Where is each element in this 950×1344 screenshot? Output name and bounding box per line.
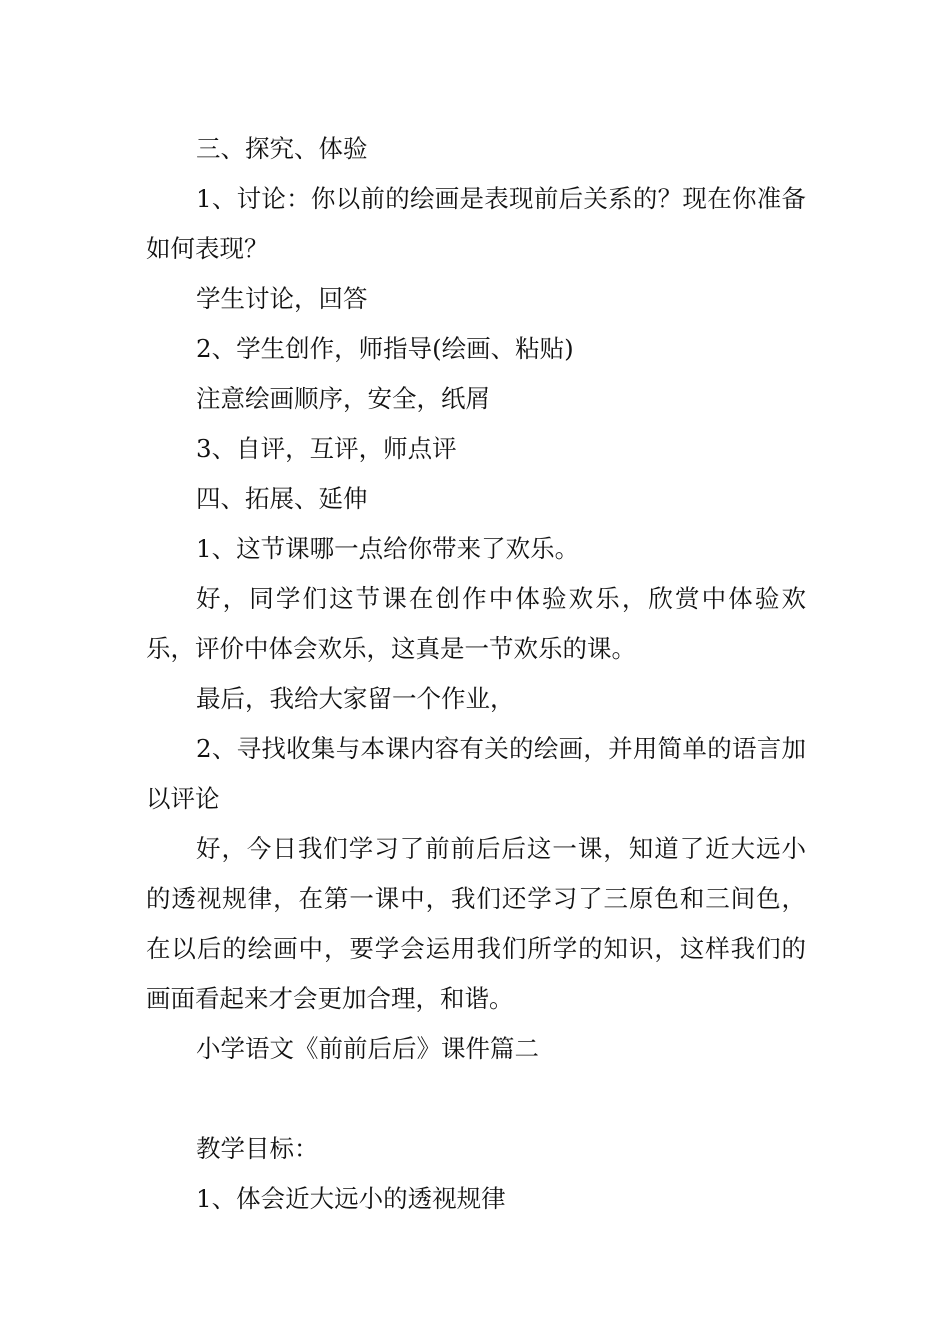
section-heading-explore: 三、探究、体验 <box>196 134 368 163</box>
document-body <box>146 124 806 1224</box>
paragraph-summary-joy: 好，同学们这节课在创作中体验欢乐，欣赏中体验欢乐，评价中体会欢乐，这真是一节欢乐的课。 <box>146 584 806 663</box>
section-heading-extension: 四、拓展、延伸 <box>196 484 368 513</box>
section-heading-objectives: 教学目标： <box>196 1134 319 1163</box>
paragraph-homework: 2、寻找收集与本课内容有关的绘画，并用简单的语言加以评论 <box>146 734 806 813</box>
paragraph-student-creation: 2、学生创作，师指导(绘画、粘贴) <box>196 334 574 363</box>
paragraph-student-discussion: 学生讨论，回答 <box>196 284 368 313</box>
paragraph-evaluation: 3、自评，互评，师点评 <box>196 434 457 463</box>
paragraph-conclusion: 好，今日我们学习了前前后后这一课，知道了近大远小的透视规律，在第一课中，我们还学习了三原色和三间色，在以后的绘画中，要学会运用我们所学的知识，这样我们的画面看起来才会更加合理，和谐。 <box>146 834 806 1013</box>
paragraph-objective-one: 1、体会近大远小的透视规律 <box>196 1184 506 1213</box>
paragraph-discussion: 1、讨论：你以前的绘画是表现前后关系的？现在你准备如何表现？ <box>146 184 806 263</box>
paragraph-question-joy: 1、这节课哪一点给你带来了欢乐。 <box>196 534 580 563</box>
section-heading-courseware-two: 小学语文《前前后后》课件篇二 <box>196 1034 539 1063</box>
paragraph-attention: 注意绘画顺序，安全，纸屑 <box>196 384 490 413</box>
paragraph-homework-intro: 最后，我给大家留一个作业， <box>196 684 515 713</box>
